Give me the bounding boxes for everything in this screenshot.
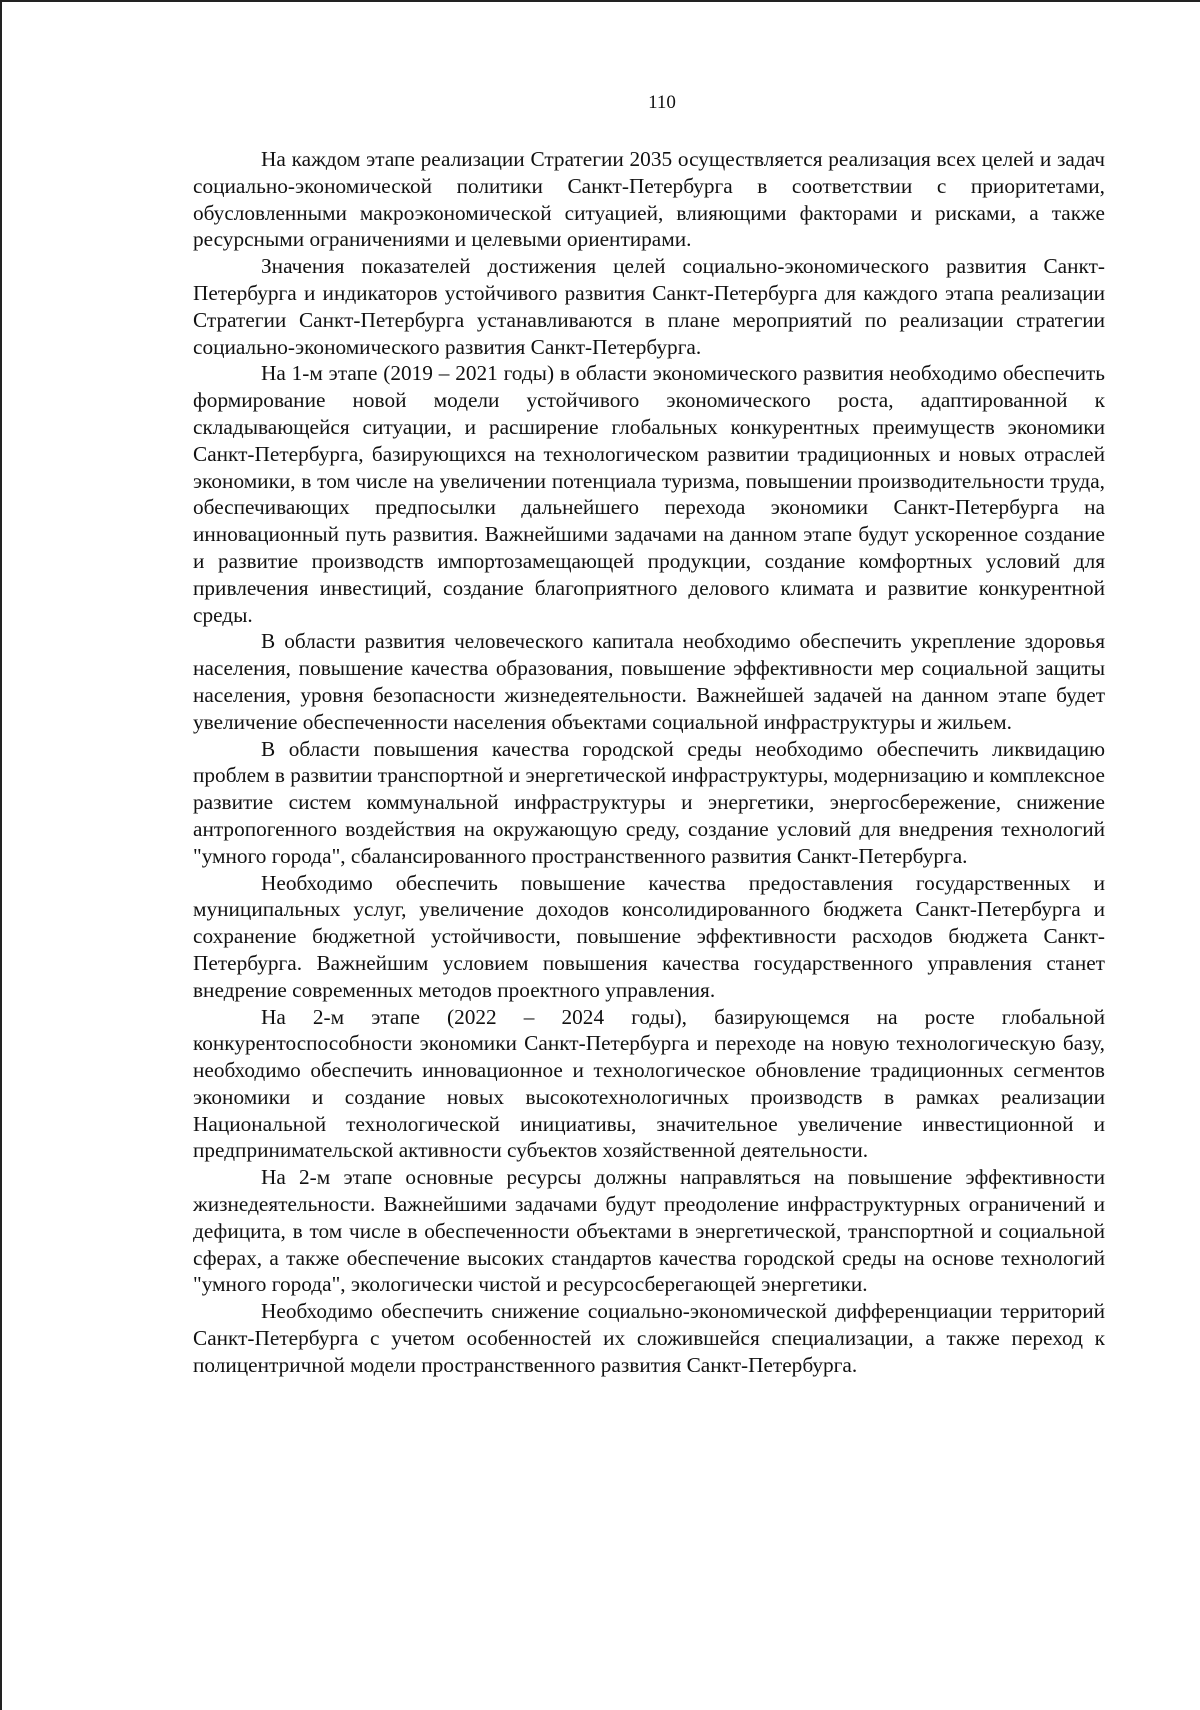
paragraph: Необходимо обеспечить снижение социально-экономической дифференциации территорий Санкт-Петербурга с учетом особенностей их сложившейся специализации, а также переход к полицентричной модели пространственного развития Санкт-Петербурга. [193, 1299, 1105, 1377]
paragraph: На 1-м этапе (2019 – 2021 годы) в области экономического развития необходимо обеспечить формирование новой модели устойчивого экономического роста, адаптированной к складывающейся ситуации, и расширение глобальных конкурентных преимуществ экономики Санкт-Петербурга, базирующихся на технологическом развитии традиционных и новых отраслей экономики, в том числе на увеличении потенциала туризма, повышении производительности труда, обеспечивающих предпосылки дальнейшего перехода экономики Санкт-Петербурга на инновационный путь развития. Важнейшими задачами на данном этапе будут ускоренное создание и развитие производств импортозамещающей продукции, создание комфортных условий для привлечения инвестиций, создание благоприятного делового климата и развитие конкурентной среды. [193, 361, 1105, 627]
paragraph: На 2-м этапе (2022 – 2024 годы), базирующемся на росте глобальной конкурентоспособности экономики Санкт-Петербурга и переходе на новую технологическую базу, необходимо обеспечить инновационное и технологическое обновление традиционных сегментов экономики и создание новых высокотехнологичных производств в рамках реализации Национальной технологической инициативы, значительное увеличение инвестиционной и предпринимательской активности субъектов хозяйственной деятельности. [193, 1004, 1105, 1163]
paragraph: На каждом этапе реализации Стратегии 2035 осуществляется реализация всех целей и задач социально-экономической политики Санкт-Петербурга в соответствии с приоритетами, обусловленными макроэкономической ситуацией, влияющими факторами и рисками, а также ресурсными ограничениями и целевыми ориентирами. [193, 147, 1105, 252]
paragraph: В области повышения качества городской среды необходимо обеспечить ликвидацию проблем в развитии транспортной и энергетической инфраструктуры, модернизацию и комплексное развитие систем коммунальной инфраструктуры и энергетики, энергосбережение, снижение антропогенного воздействия на окружающую среду, создание условий для внедрения технологий "умного города", сбалансированного пространственного развития Санкт-Петербурга. [193, 736, 1105, 868]
paragraph: На 2-м этапе основные ресурсы должны направляться на повышение эффективности жизнедеятельности. Важнейшими задачами будут преодоление инфраструктурных ограничений и дефицита, в том числе в обеспеченности объектами в энергетической, транспортной и социальной сферах, а также обеспечение высоких стандартов качества городской среды на основе технологий "умного города", экологически чистой и ресурсосберегающей энергетики. [193, 1165, 1105, 1297]
document-body [193, 146, 1105, 1379]
page-number: 110 [648, 92, 676, 113]
paragraph: Необходимо обеспечить повышение качества предоставления государственных и муниципальных услуг, увеличение доходов консолидированного бюджета Санкт-Петербурга и сохранение бюджетной устойчивости, повышение эффективности расходов бюджета Санкт-Петербурга. Важнейшим условием повышения качества государственного управления станет внедрение современных методов проектного управления. [193, 870, 1105, 1002]
paragraph: Значения показателей достижения целей социально-экономического развития Санкт-Петербурга и индикаторов устойчивого развития Санкт-Петербурга для каждого этапа реализации Стратегии Санкт-Петербурга устанавливаются в плане мероприятий по реализации стратегии социально-экономического развития Санкт-Петербурга. [193, 254, 1105, 359]
paragraph: В области развития человеческого капитала необходимо обеспечить укрепление здоровья населения, повышение качества образования, повышение эффективности мер социальной защиты населения, уровня безопасности жизнедеятельности. Важнейшей задачей на данном этапе будет увеличение обеспеченности населения объектами социальной инфраструктуры и жильем. [193, 629, 1105, 734]
